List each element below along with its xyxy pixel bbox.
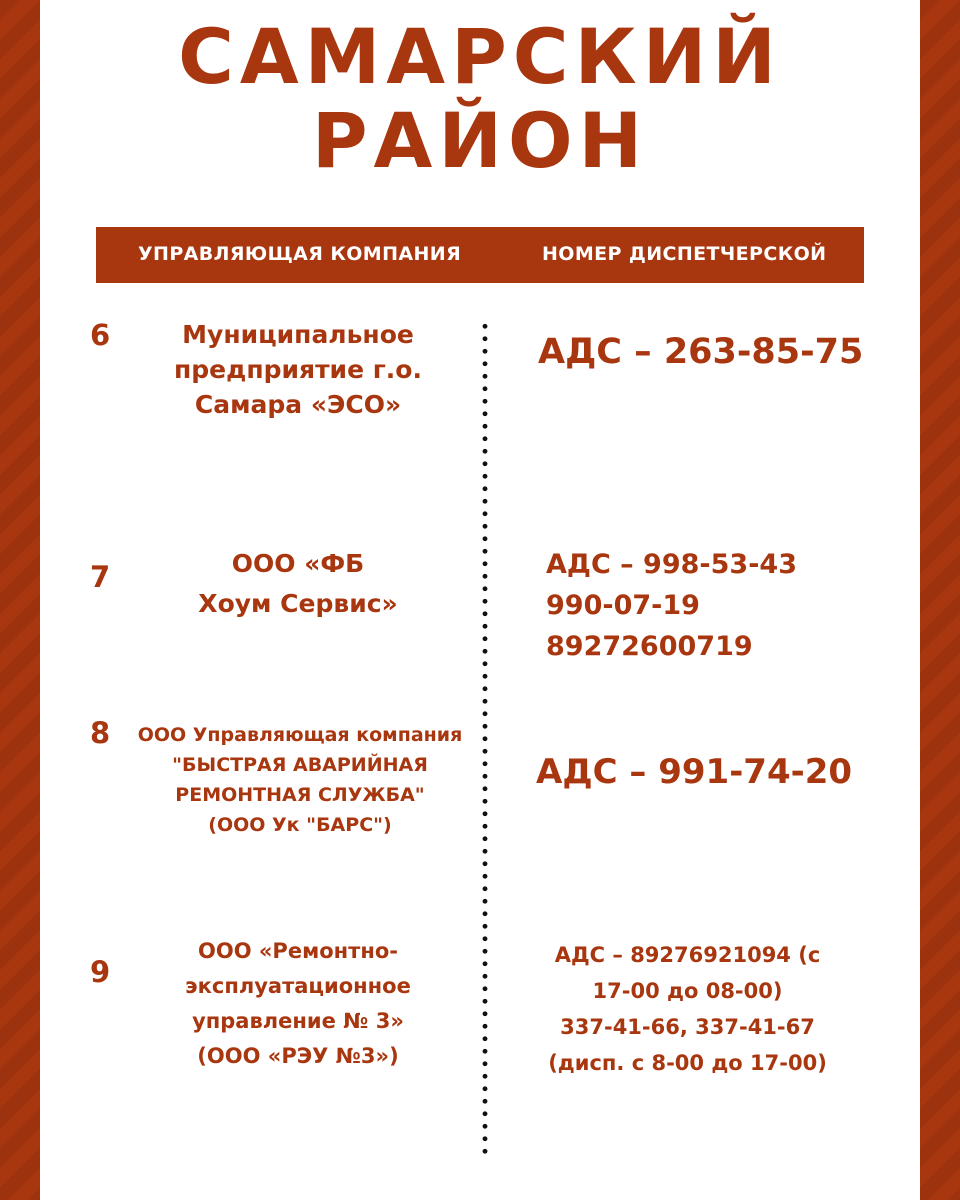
dotted-divider	[481, 320, 489, 1156]
company-name	[120, 317, 476, 422]
header-dispatch-number: НОМЕР ДИСПЕТЧЕРСКОЙ	[542, 243, 827, 265]
company-name-line: РЕМОНТНАЯ СЛУЖБА"	[175, 784, 425, 806]
company-name-line: Самара «ЭСО»	[194, 390, 402, 419]
dispatch-phone	[538, 330, 863, 374]
row-number: 8	[90, 716, 111, 750]
company-name-line: ООО «ФБ	[231, 549, 365, 578]
phone-line: 990-07-19	[546, 590, 700, 621]
row-number: 9	[90, 955, 111, 989]
phone-line: 337-41-66, 337-41-67	[560, 1015, 815, 1039]
company-name-line: эксплуатационное	[185, 974, 411, 998]
company-name-line: Муниципальное	[182, 320, 414, 349]
company-name-line: предприятие г.о.	[174, 355, 422, 384]
company-name	[120, 934, 476, 1074]
row-number: 6	[90, 318, 111, 352]
page-title-line1: САМАРСКИЙ	[178, 12, 782, 101]
left-border-stripe	[0, 0, 40, 1200]
company-name-line: управление № 3»	[192, 1009, 404, 1033]
company-name	[122, 720, 478, 840]
phone-line: 17-00 до 08-00)	[592, 979, 783, 1003]
phone-line: АДС – 991-74-20	[536, 752, 853, 792]
row-number: 7	[90, 560, 111, 594]
table-header	[96, 227, 864, 283]
company-name	[120, 544, 476, 624]
right-border-stripe	[920, 0, 960, 1200]
dispatch-phone	[536, 750, 852, 794]
page-title-line2: РАЙОН	[311, 96, 649, 185]
dispatch-phone	[546, 544, 797, 667]
company-name-line: (ООО Ук "БАРС")	[208, 814, 392, 836]
company-name-line: ООО Управляющая компания	[137, 724, 463, 746]
phone-line: (дисп. с 8-00 до 17-00)	[548, 1051, 827, 1075]
phone-line: АДС – 263-85-75	[538, 332, 864, 372]
phone-line: АДС – 89276921094 (с	[554, 943, 821, 967]
phone-line: АДС – 998-53-43	[546, 549, 797, 580]
company-name-line: Хоум Сервис»	[198, 589, 398, 618]
phone-line: 89272600719	[546, 631, 753, 662]
company-name-line: "БЫСТРАЯ АВАРИЙНАЯ	[172, 754, 428, 776]
dispatch-phone	[520, 937, 855, 1081]
company-name-line: ООО «Ремонтно-	[198, 939, 398, 963]
header-company: УПРАВЛЯЮЩАЯ КОМПАНИЯ	[138, 243, 462, 265]
company-name-line: (ООО «РЭУ №3»)	[197, 1044, 399, 1068]
